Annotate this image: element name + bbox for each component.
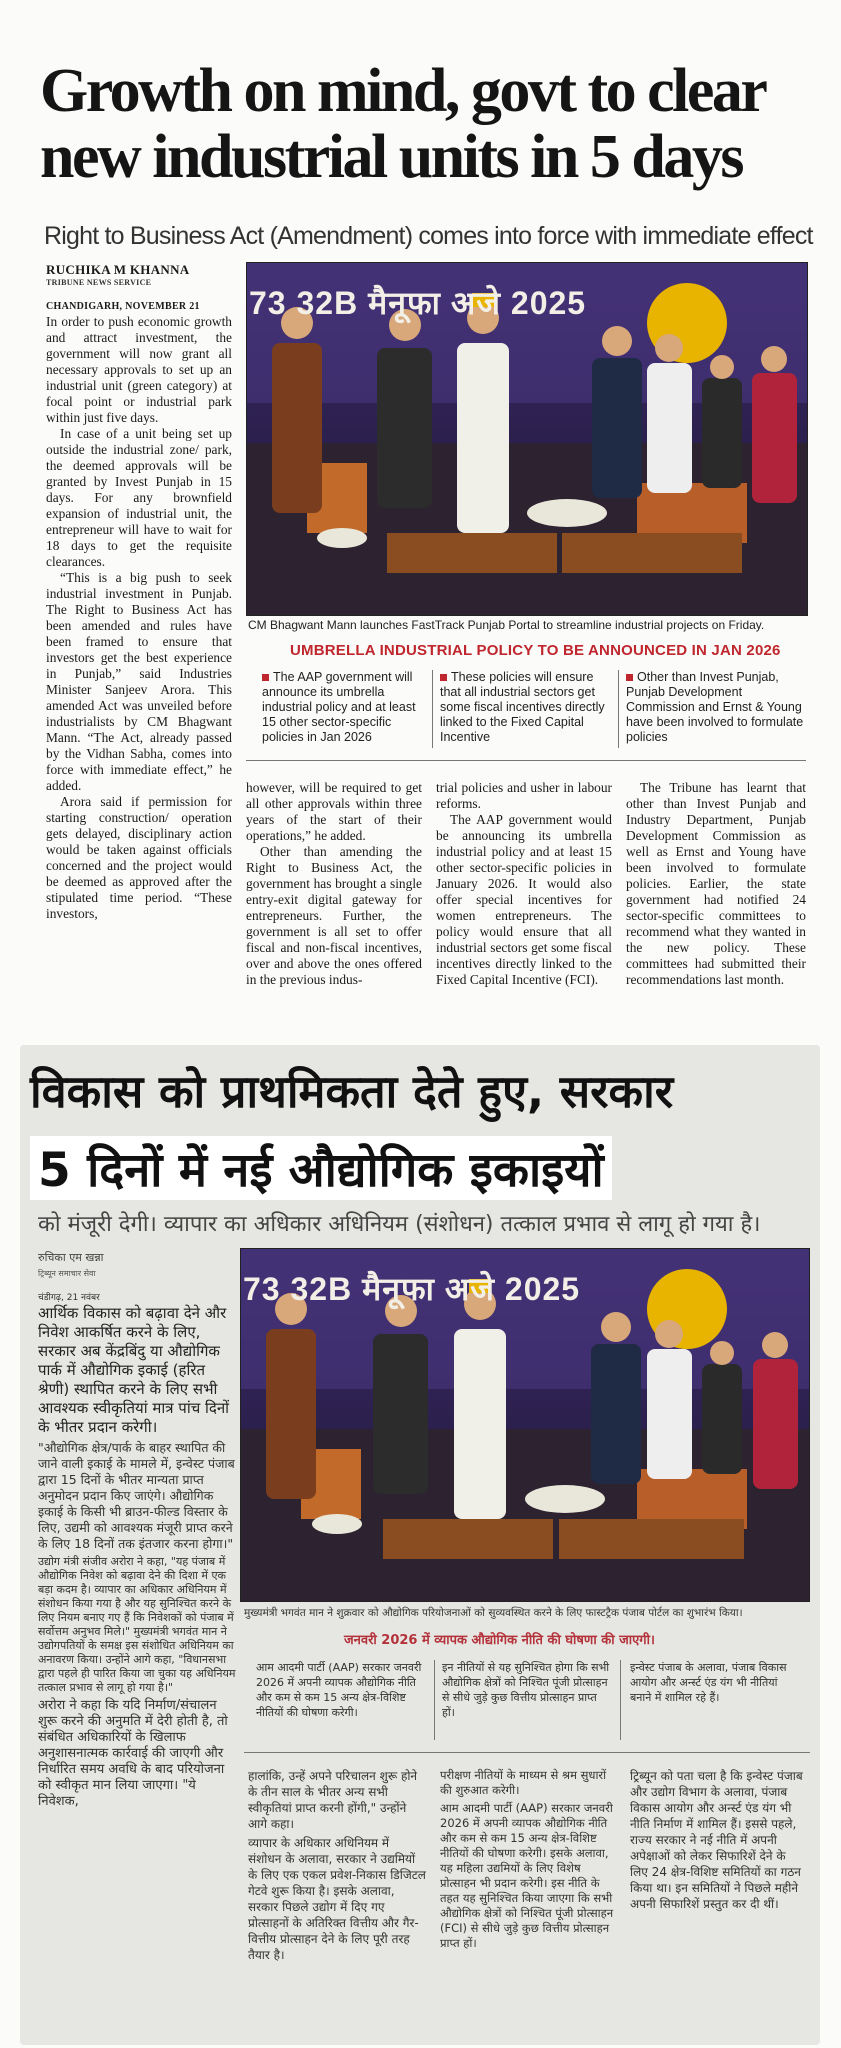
english-policy-title: UMBRELLA INDUSTRIAL POLICY TO BE ANNOUNCED IN JAN 2026: [290, 642, 781, 659]
hindi-box-1: [256, 1660, 426, 1720]
hindi-headline-line2: 5 दिनों में नई औद्योगिक इकाइयों: [30, 1136, 612, 1200]
english-byline: RUCHIKA M KHANNA: [46, 262, 190, 277]
hindi-col1-para-2: "औद्योगिक क्षेत्र/पार्क के बाहर स्थापित की जाने वाली इकाई के मामले में, इन्वेस्ट पंजाब द्वारा 15 दिनों के भीतर मान्यता प्राप्त अनुमोदन प्रदान किए जाएंगे। औद्योगिक इकाई के किसी भी ब्राउन-फील्ड विस्तार के लिए, उद्यमी को आवश्यक मंजूरी प्राप्त करने के लिए 18 दिनों तक इंतजार करना होगा।": [38, 1440, 235, 1551]
hindi-box-3: [630, 1660, 800, 1705]
english-subheadline: Right to Business Act (Amendment) comes into force with immediate effect: [44, 222, 813, 250]
hindi-column-3: [440, 1768, 616, 1954]
english-col1-para-2: In case of a unit being set up outside the industrial zone/ park, the deemed approvals will be granted by Invest Punjab in 15 days. For any brownfield expansion of industrial unit, the entrepreneur will have to wait for 18 days to get the requisite clearances.: [46, 426, 232, 569]
english-col2-para-1: however, will be required to get all other approvals within three years of the start of their operations,” he added.: [246, 780, 422, 843]
english-photo-caption: CM Bhagwant Mann launches FastTrack Punjab Portal to streamline industrial projects on Friday.: [248, 618, 765, 632]
english-col4-para-1: The Tribune has learnt that other than Invest Punjab and Industry Department, Punjab Development Commission as well as Ernst and Young have been involved to formulate policies. Earlier, the state government had notified 24 sector-specific committees to recommend what they wanted in the new policy. These committees had submitted their recommendations last month.: [626, 780, 806, 987]
hindi-policy-title: जनवरी 2026 में व्यापक औद्योगिक नीति की घोषणा की जाएगी।: [344, 1633, 655, 1648]
english-box-divider-2: [618, 670, 619, 748]
hindi-subheadline: को मंजूरी देगी। व्यापार का अधिकार अधिनियम (संशोधन) तत्काल प्रभाव से लागू हो गया है।: [38, 1212, 761, 1237]
hindi-service: ट्रिब्यून समाचार सेवा: [38, 1269, 96, 1278]
hindi-col1-para-3: उद्योग मंत्री संजीव अरोरा ने कहा, "यह पंजाब में औद्योगिक निवेश को बढ़ावा देने की दिशा में एक बड़ा कदम है। व्यापार का अधिकार अधिनियम में संशोधन किया गया है और यह सुनिश्चित करने के लिए नियम बनाए गए हैं कि निवेशकों को पंजाब में सर्वोत्तम अनुभव मिले।" मुख्यमंत्री भगवंत मान ने उद्योगपतियों के समक्ष इस संशोधित अधिनियम का अनावरण किया। उन्होंने आगे कहा, "विधानसभा द्वारा पहले ही पारित किया जा चुका यह अधिनियम तत्काल प्रभाव से लागू हो गया है।": [38, 1555, 236, 1694]
english-box-3-text: Other than Invest Punjab, Punjab Development Commission and Ernst & Young have been involved to formulate policies: [626, 670, 804, 744]
hindi-event-photo: [240, 1248, 810, 1602]
hindi-box-rule: [244, 1752, 810, 1753]
hindi-col1-para-4: अरोरा ने कहा कि यदि निर्माण/संचालन शुरू करने की अनुमति में देरी होती है, तो संबंधित अधिकारियों के खिलाफ अनुशासनात्मक कार्रवाई की जाएगी और निर्धारित समय अवधि के बाद परियोजना को स्वीकृत मान लिया जाएगा। "ये निवेशक,: [38, 1698, 228, 1809]
hindi-col1-para-1: आर्थिक विकास को बढ़ावा देने और निवेश आकर्षित करने के लिए, सरकार अब केंद्रबिंदु या औद्योगिक पार्क में औद्योगिक इकाई (हरित श्रेणी) स्थापित करने के लिए सभी आवश्यक स्वीकृतियां मात्र पांच दिनों के भीतर प्रदान करेगी।: [38, 1304, 230, 1436]
english-event-photo: [246, 262, 808, 616]
hindi-col2-para-1: हालांकि, उन्हें अपने परिचालन शुरू होने के तीन साल के भीतर अन्य सभी स्वीकृतियां प्राप्त करनी होंगी," उन्होंने आगे कहा।: [248, 1769, 418, 1831]
english-photo-banner-text: 73 32B मैनूफा अजे 2025: [249, 285, 587, 321]
english-col1-para-4: Arora said if permission for starting construction/ operation gets delayed, disciplinary action would be taken against officials concerned and the project would be deemed as approved after the stipulated time period. “These investors,: [46, 794, 232, 921]
english-box-rule: [246, 760, 806, 761]
english-box-3: [626, 670, 804, 745]
english-box-divider-1: [432, 670, 433, 748]
hindi-column-2: [248, 1768, 426, 1966]
english-box-1: [262, 670, 422, 745]
bullet-icon: [440, 674, 447, 681]
english-col1-para-1: In order to push economic growth and attract investment, the government will now grant all necessary approvals to set up an industrial unit (green category) at focal point or industrial park within just five days.: [46, 314, 232, 425]
english-dateline: CHANDIGARH, NOVEMBER 21: [46, 301, 200, 312]
english-column-4: [626, 780, 806, 988]
english-column-1: [46, 314, 232, 922]
english-box-2: [440, 670, 608, 745]
hindi-photo-banner-text: 73 32B मैनूफा अजे 2025: [243, 1271, 581, 1307]
english-col1-para-3: “This is a big push to seek industrial investment in Punjab. The Right to Business Act has been amended and rules have been framed to ensure that investors get the best experience in Punjab,” said Industries Minister Sanjeev Arora. This amended Act was unveiled before industrialists by CM Bhagwant Mann. “The Act, already passed by the Vidhan Sabha, comes into force with immediate effect,” he added.: [46, 570, 232, 793]
english-column-2: [246, 780, 422, 988]
english-column-3: [436, 780, 612, 988]
english-col3-para-1: trial policies and usher in labour reforms.: [436, 780, 612, 811]
english-col2-para-2: Other than amending the Right to Business Act, the government has brought a single entry-exit digital gateway for entrepreneurs. Further, the government is all set to offer fiscal and non-fiscal incentives, over and above the ones offered in the previous indus-: [246, 844, 422, 987]
hindi-box-divider-2: [620, 1660, 621, 1740]
english-col3-para-2: The AAP government would be announcing its umbrella industrial policy and at least 15 other sector-specific policies in January 2026. It would also offer special incentives for women entrepreneurs. The policy would ensure that all industrial sectors get some fiscal incentives directly linked to the Fixed Capital Incentive (FCI).: [436, 812, 612, 987]
hindi-column-4: [630, 1768, 806, 1915]
hindi-photo-caption: मुख्यमंत्री भगवंत मान ने शुक्रवार को औद्योगिक परियोजनाओं को सुव्यवस्थित करने के लिए फास्टट्रैक पंजाब पोर्टल का शुभारंभ किया।: [244, 1607, 743, 1619]
hindi-box-3-text: इन्वेस्ट पंजाब के अलावा, पंजाब विकास आयोग और अर्न्स्ट एंड यंग भी नीतियां बनाने में शामिल रहे हैं।: [630, 1661, 787, 1704]
hindi-box-1-text: आम आदमी पार्टी (AAP) सरकार जनवरी 2026 में अपनी व्यापक औद्योगिक नीति और कम से कम 15 अन्य क्षेत्र-विशिष्ट नीतियों की घोषणा करेगी।: [256, 1661, 422, 1719]
english-headline: [40, 58, 820, 190]
hindi-col2-para-2: व्यापार के अधिकार अधिनियम में संशोधन के अलावा, सरकार ने उद्यमियों के लिए एक एकल प्रवेश-निकास डिजिटल गेटवे शुरू किया है। इसके अलावा, सरकार पिछले उद्योग में दिए गए प्रोत्साहनों के अतिरिक्त वित्तीय और गैर-वित्तीय प्रोत्साहन देने के लिए पूरी तरह तैयार है।: [248, 1836, 426, 1962]
hindi-column-1: [38, 1304, 238, 1813]
english-box-1-text: The AAP government will announce its umbrella industrial policy and at least 15 other sector-specific policies in Jan 2026: [262, 670, 416, 744]
hindi-byline: रुचिका एम खन्ना: [38, 1251, 104, 1264]
hindi-col3-para-1: परीक्षण नीतियों के माध्यम से श्रम सुधारों की शुरुआत करेगी।: [440, 1768, 607, 1797]
hindi-box-2-text: इन नीतियों से यह सुनिश्चित होगा कि सभी औद्योगिक क्षेत्रों को निश्चित पूंजी प्रोत्साहन से सीधे जुड़े कुछ वित्तीय प्रोत्साहन प्राप्त हों।: [442, 1661, 610, 1719]
hindi-col3-para-2: आम आदमी पार्टी (AAP) सरकार जनवरी 2026 में अपनी व्यापक औद्योगिक नीति और कम से कम 15 अन्य क्षेत्र-विशिष्ट नीतियों की घोषणा करेगी। इसके अलावा, यह महिला उद्यमियों के लिए विशेष प्रोत्साहन भी प्रदान करेगी। इस नीति के तहत यह सुनिश्चित किया जाएगा कि सभी औद्योगिक क्षेत्रों को निश्चित पूंजी प्रोत्साहन (FCI) से सीधे जुड़े कुछ वित्तीय प्रोत्साहन प्राप्त हों।: [440, 1801, 614, 1950]
hindi-headline-line1: विकास को प्राथमिकता देते हुए, सरकार: [30, 1065, 674, 1118]
hindi-col4-para-1: ट्रिब्यून को पता चला है कि इन्वेस्ट पंजाब और उद्योग विभाग के अलावा, पंजाब विकास आयोग और अर्न्स्ट एंड यंग भी नीति निर्माण में शामिल हैं। इससे पहले, राज्य सरकार ने नई नीति में अपनी अपेक्षाओं को लेकर सिफारिशें देने के लिए 24 क्षेत्र-विशिष्ट समितियों का गठन किया था। इन समितियों ने पिछले महीने अपनी सिफारिशें प्रस्तुत कर दी थीं।: [630, 1769, 803, 1911]
english-headline-line2: new industrial units in 5 days: [40, 123, 742, 191]
bullet-icon: [626, 674, 633, 681]
english-service: TRIBUNE NEWS SERVICE: [46, 278, 152, 287]
hindi-box-divider-1: [434, 1660, 435, 1740]
hindi-box-2: [442, 1660, 612, 1720]
english-headline-line1: Growth on mind, govt to clear: [40, 57, 766, 125]
bullet-icon: [262, 674, 269, 681]
hindi-dateline: चंडीगढ़, 21 नवंबर: [38, 1293, 100, 1303]
english-box-2-text: These policies will ensure that all industrial sectors get some fiscal incentives directly linked to the Fixed Capital Incentive: [440, 670, 605, 744]
